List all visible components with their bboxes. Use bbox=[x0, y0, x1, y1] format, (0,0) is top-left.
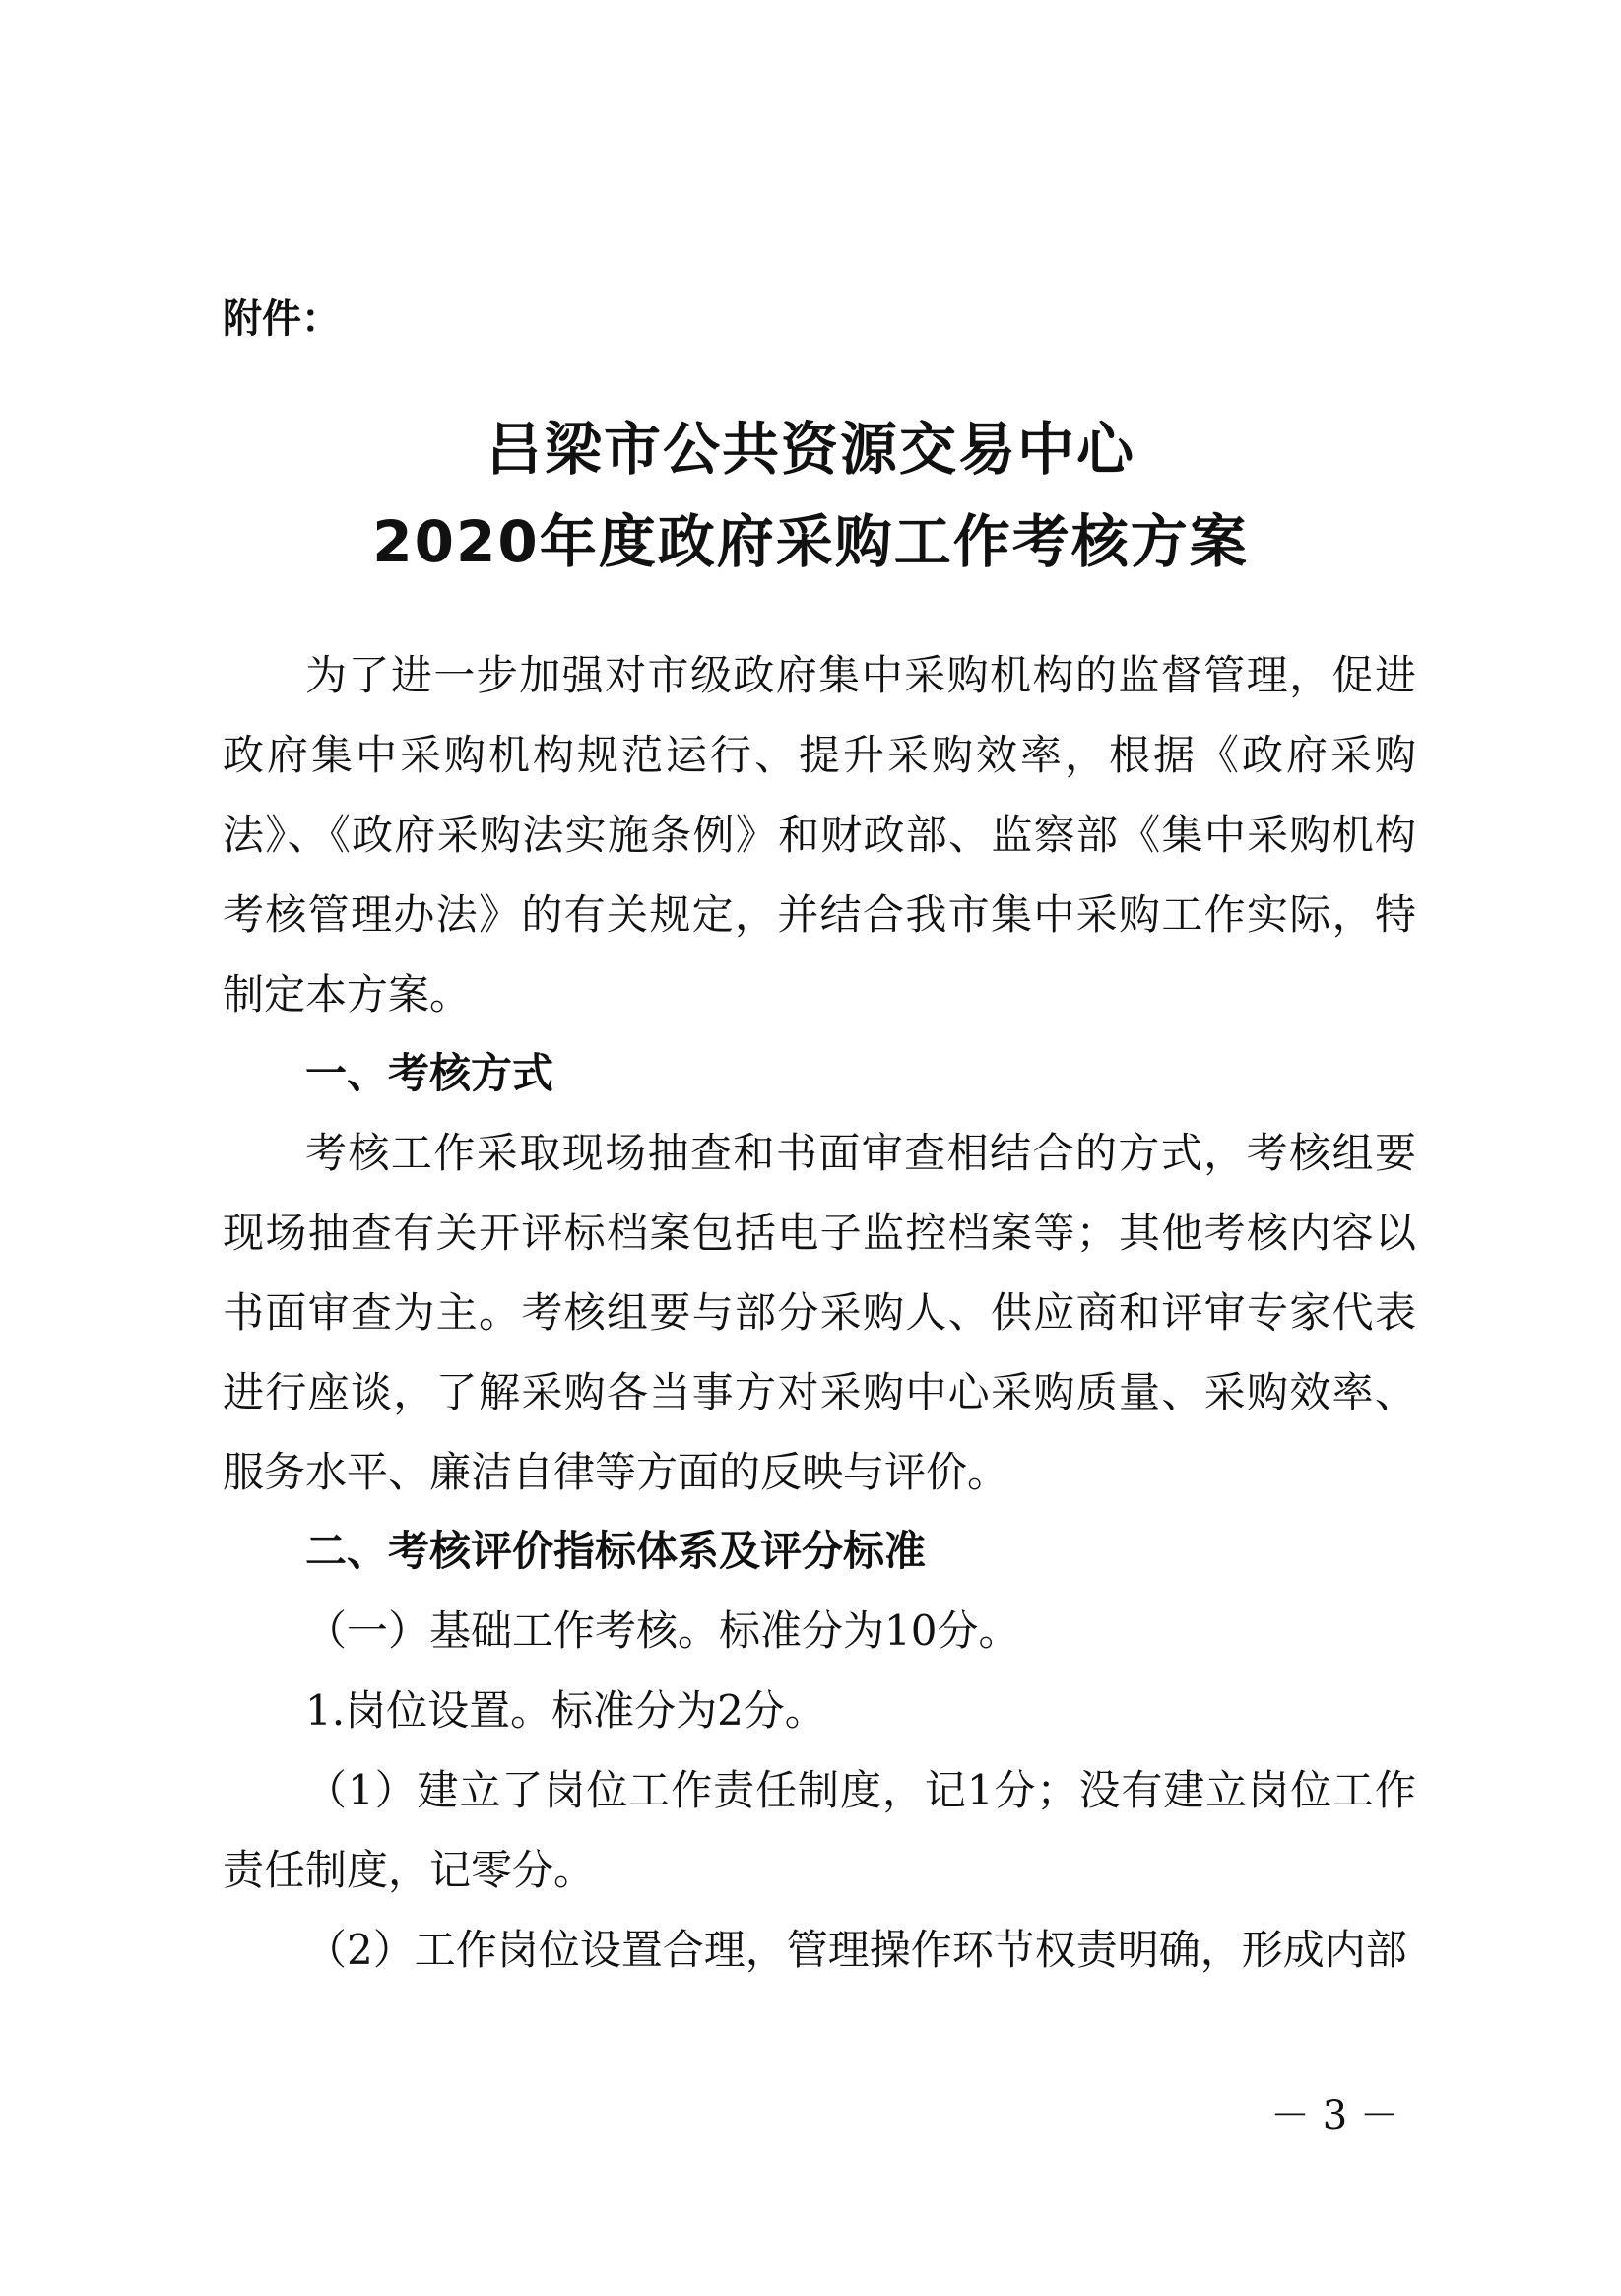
document-title-line-2: 2020年度政府采购工作考核方案 bbox=[372, 508, 1249, 575]
page-number: － 3 － bbox=[1270, 2093, 1399, 2138]
document-title-line-1: 吕梁市公共资源交易中心 bbox=[485, 416, 1135, 483]
item-1-paragraph: （1）建立了岗位工作责任制度，记1分；没有建立岗位工作责任制度，记零分。 bbox=[223, 1766, 1416, 1894]
section-1-heading: 一、考核方式 bbox=[305, 1049, 554, 1097]
post-setting-line: 1.岗位设置。标准分为2分。 bbox=[305, 1686, 826, 1735]
intro-paragraph: 为了进一步加强对市级政府集中采购机构的监督管理，促进政府集中采购机构规范运行、提升采购效率，根据《政府采购法》、《政府采购法实施条例》和财政部、监察部《集中采购机构考核管理办法》的有关规定，并结合我市集中采购工作实际，特制定本方案。 bbox=[223, 651, 1416, 1018]
basic-work-line: （一）基础工作考核。标准分为10分。 bbox=[305, 1607, 1020, 1655]
section-1-paragraph: 考核工作采取现场抽查和书面审查相结合的方式，考核组要现场抽查有关开评标档案包括电子监控档案等；其他考核内容以书面审查为主。考核组要与部分采购人、供应商和评审专家代表进行座谈，了解采购各当事方对采购中心采购质量、采购效率、服务水平、廉洁自律等方面的反映与评价。 bbox=[223, 1129, 1416, 1496]
attachment-label: 附件： bbox=[223, 296, 341, 342]
item-2-paragraph: （2）工作岗位设置合理，管理操作环节权责明确，形成内部 bbox=[305, 1926, 1407, 1974]
section-2-heading: 二、考核评价指标体系及评分标准 bbox=[305, 1527, 927, 1575]
